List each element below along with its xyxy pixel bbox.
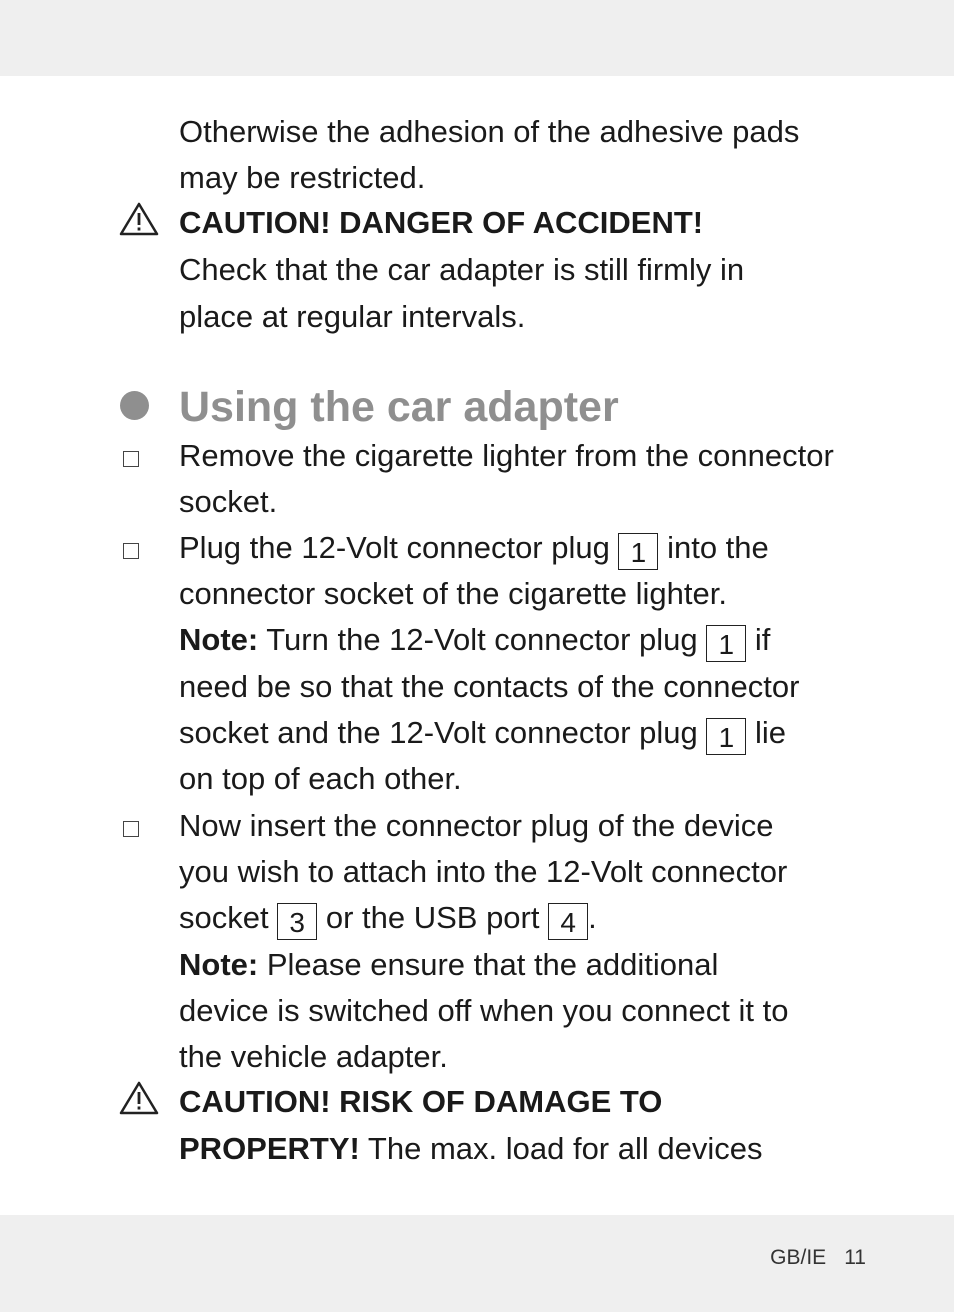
ref-connector-plug: 1 [706, 718, 746, 755]
step1-line-2: socket. [179, 484, 278, 519]
ref-connector-plug: 1 [706, 625, 746, 662]
page-footer [770, 1246, 866, 1270]
footer-region: GB/IE [770, 1246, 827, 1269]
page-number: 11 [844, 1246, 866, 1269]
caution-property-title-line-1: CAUTION! RISK OF DAMAGE TO [179, 1084, 663, 1119]
note-label: Note: [179, 947, 259, 982]
caution-danger-line-2: place at regular intervals. [179, 299, 526, 334]
step-checkbox-2 [123, 543, 139, 559]
step-checkbox-1 [123, 451, 139, 467]
step3-note-line-1: Note: Please ensure that the additional [179, 947, 719, 982]
step3-note-line-3: the vehicle adapter. [179, 1039, 448, 1074]
warning-triangle-icon [118, 201, 160, 237]
step1-line-1: Remove the cigarette lighter from the connector [179, 438, 834, 473]
step2-note-line-3: socket and the 12-Volt connector plug 1 lie [179, 715, 786, 753]
top-text-line-2: may be restricted. [179, 160, 426, 195]
top-band [0, 0, 954, 76]
step3-note-line-2: device is switched off when you connect it to [179, 993, 789, 1028]
step2-line-2: connector socket of the cigarette lighter. [179, 576, 727, 611]
caution-property-line-2: PROPERTY! The max. load for all devices [179, 1131, 763, 1166]
caution-danger-title: CAUTION! DANGER OF ACCIDENT! [179, 205, 704, 240]
step2-note-line-2: need be so that the contacts of the connector [179, 669, 800, 704]
step2-note-line-4: on top of each other. [179, 761, 462, 796]
note-label: Note: [179, 622, 259, 657]
step3-line-1: Now insert the connector plug of the device [179, 808, 774, 843]
warning-triangle-icon [118, 1080, 160, 1116]
ref-connector-plug: 1 [618, 533, 658, 570]
step-checkbox-3 [123, 821, 139, 837]
caution-danger-line-1: Check that the car adapter is still firmly in [179, 252, 745, 287]
ref-usb-port: 4 [548, 903, 588, 940]
step2-note-line-1: Note: Turn the 12-Volt connector plug 1 if [179, 622, 771, 660]
section-heading: Using the car adapter [179, 383, 619, 431]
top-text-line-1: Otherwise the adhesion of the adhesive pads [179, 114, 800, 149]
ref-connector-socket: 3 [277, 903, 317, 940]
step2-line-1: Plug the 12-Volt connector plug 1 into the [179, 530, 769, 568]
step3-line-3: socket 3 or the USB port 4 . [179, 900, 597, 938]
section-bullet [120, 391, 149, 420]
step3-line-2: you wish to attach into the 12-Volt connector [179, 854, 788, 889]
